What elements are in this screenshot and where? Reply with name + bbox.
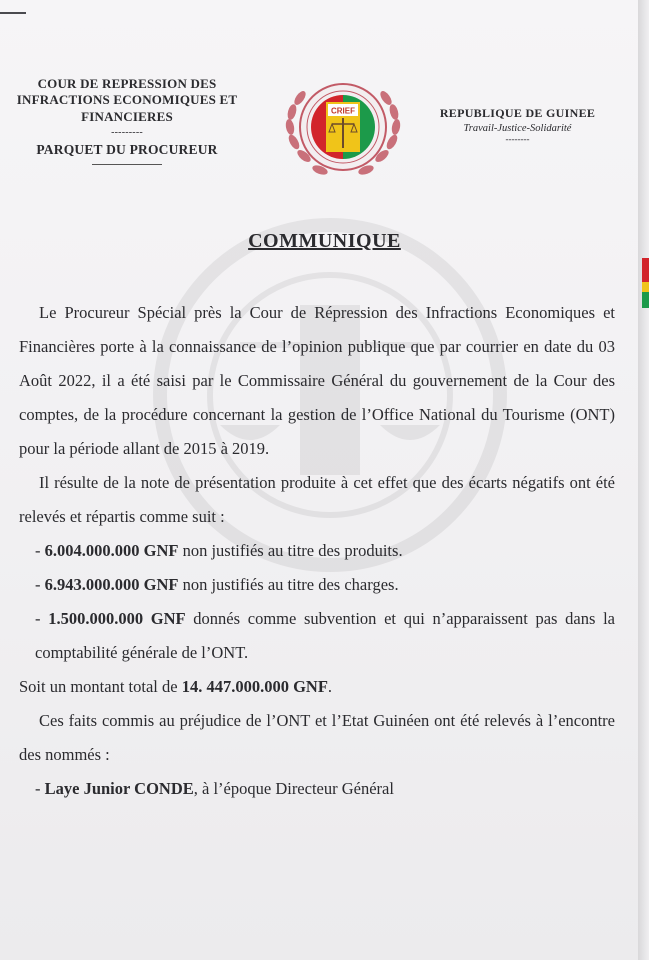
parquet-title: PARQUET DU PROCUREUR xyxy=(36,141,218,157)
header-separator: --------- xyxy=(111,126,143,138)
republic-header xyxy=(420,106,615,144)
accused-item xyxy=(19,772,615,806)
total-prefix: Soit un montant total de xyxy=(19,677,182,696)
list-dash: - xyxy=(35,609,41,628)
list-dash: - xyxy=(35,779,41,798)
paragraph-accused: Ces faits commis au préjudice de l’ONT et l’Etat Guinéen ont été relevés à l’encontre des nommés : xyxy=(19,711,615,764)
communique-title: COMMUNIQUE xyxy=(248,230,401,252)
corner-mark xyxy=(0,12,26,14)
communique-body xyxy=(19,296,615,806)
paragraph-intro: Le Procureur Spécial près la Cour de Répression des Infractions Economiques et Financières porte à la connaissance de l’opinion publique que par courrier en date du 03 Août 2022, il a été saisi par le Commissaire Général du gouvernement de la Cour des comptes, de la procédure concernant la gestion de l’Office National du Tourisme (ONT) pour la période allant de 2015 à 2019. xyxy=(19,303,615,458)
item-text: donnés comme subvention et qui n’apparaissent pas dans la comptabilité générale de l’ONT. xyxy=(35,609,616,662)
crief-emblem xyxy=(280,72,406,182)
accused-role: , à l’époque Directeur Général xyxy=(193,779,394,798)
item-text: non justifiés au titre des produits. xyxy=(178,541,403,560)
court-name-line3: FINANCIERES xyxy=(81,108,173,124)
republic-separator: -------- xyxy=(505,134,530,144)
flag-yellow-strip xyxy=(642,282,649,292)
total-suffix: . xyxy=(327,677,333,696)
amount: 6.943.000.000 GNF xyxy=(44,575,179,594)
total-amount: 14. 447.000.000 GNF xyxy=(181,677,328,696)
amount: 1.500.000.000 GNF xyxy=(48,609,186,628)
divider xyxy=(92,164,162,165)
flag-red-strip xyxy=(642,258,649,282)
list-item xyxy=(19,602,615,670)
amount: 6.004.000.000 GNF xyxy=(44,541,179,560)
page-edge xyxy=(638,0,649,960)
emblem-abbrev: CRIEF xyxy=(331,106,355,116)
republic-name: REPUBLIQUE DE GUINEE xyxy=(439,106,596,120)
court-name-line1: COUR DE REPRESSION DES xyxy=(37,76,217,91)
court-name-line2: INFRACTIONS ECONOMIQUES ET xyxy=(16,92,238,108)
total-line xyxy=(19,670,615,704)
accused-name: Laye Junior CONDE xyxy=(44,779,194,798)
list-dash: - xyxy=(35,541,41,560)
list-item xyxy=(19,568,615,602)
court-header xyxy=(0,76,254,165)
list-dash: - xyxy=(35,575,41,594)
list-item xyxy=(19,534,615,568)
item-text: non justifiés au titre des charges. xyxy=(178,575,399,594)
paragraph-findings: Il résulte de la note de présentation produite à cet effet que des écarts négatifs ont été relevés et répartis comme suit : xyxy=(19,473,615,526)
republic-motto: Travail-Justice-Solidarité xyxy=(463,123,572,134)
flag-green-strip xyxy=(642,292,649,308)
